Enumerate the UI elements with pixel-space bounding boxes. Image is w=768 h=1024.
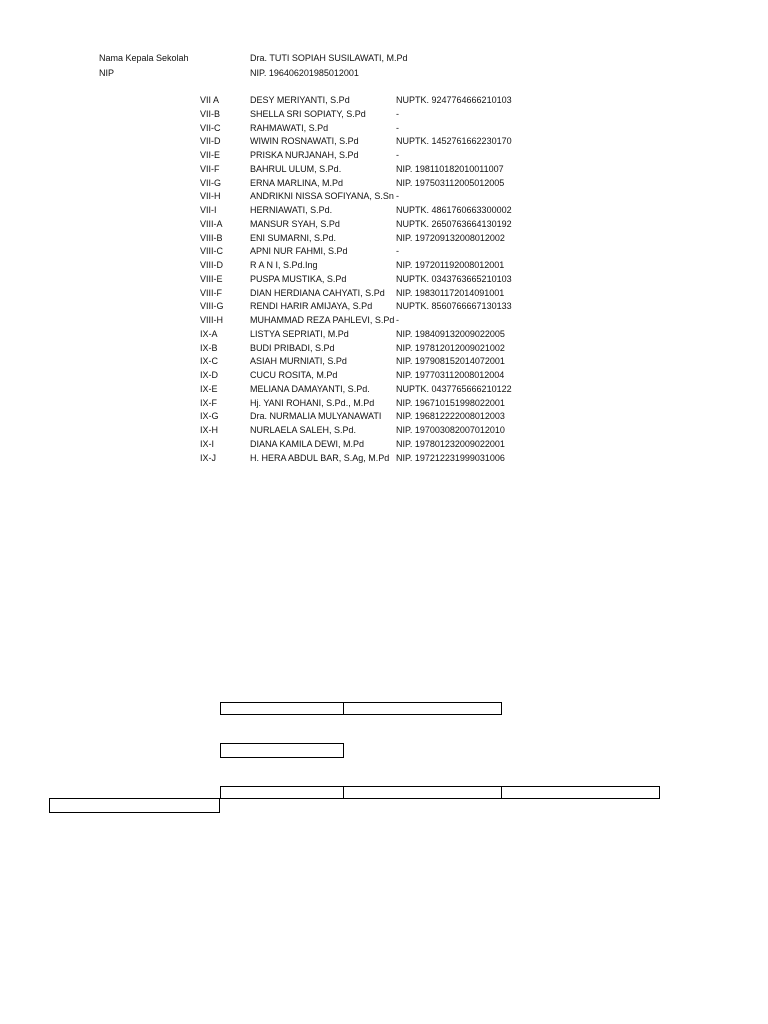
teacher-name-cell: ANDRIKNI NISSA SOFIYANA, S.Sn <box>250 191 394 202</box>
teacher-name-cell: H. HERA ABDUL BAR, S.Ag, M.Pd <box>250 452 390 463</box>
class-cell: IX-D <box>200 370 218 380</box>
class-cell: VIII-H <box>200 315 224 325</box>
class-cell: IX-B <box>200 342 218 353</box>
teacher-id-cell: NIP. 197908152014072001 <box>396 356 505 367</box>
class-cell: VII-E <box>200 150 221 160</box>
teacher-id-cell: NIP. 197209132008012002 <box>396 232 505 243</box>
table-row <box>0 232 768 246</box>
teacher-id-cell: NIP. 197801232009022001 <box>396 438 505 449</box>
teacher-name-cell: ERNA MARLINA, M.Pd <box>250 177 344 188</box>
class-cell: VII-B <box>200 108 221 119</box>
teacher-name-cell: APNI NUR FAHMI, S.Pd <box>250 246 348 257</box>
teacher-id-cell: NUPTK. 8560766667130133 <box>396 301 512 312</box>
table-row <box>0 273 768 287</box>
table-row <box>0 438 768 452</box>
teacher-id-cell: NIP. 198301172014091001 <box>396 287 505 298</box>
teacher-name-cell: R A N I, S.Pd.Ing <box>250 260 318 270</box>
teacher-id-cell: NIP. 196812222008012003 <box>396 411 505 422</box>
teacher-name-cell: DESY MERIYANTI, S.Pd <box>250 95 350 105</box>
table-row <box>0 163 768 177</box>
teacher-id-cell: NUPTK. 0437765666210122 <box>396 383 512 394</box>
teacher-name-cell: BAHRUL ULUM, S.Pd. <box>250 163 342 174</box>
teacher-name-cell: MUHAMMAD REZA PAHLEVI, S.Pd <box>250 315 395 325</box>
teacher-id-cell: NUPTK. 4861760663300002 <box>396 205 512 215</box>
teacher-id-cell: - <box>396 122 399 133</box>
class-cell: IX-I <box>200 438 215 449</box>
table-row <box>0 410 768 424</box>
table-row <box>0 369 768 383</box>
class-cell: IX-A <box>200 328 218 339</box>
class-cell: IX-C <box>200 356 218 367</box>
table-row <box>0 245 768 259</box>
class-cell: VIII-B <box>200 232 223 243</box>
teacher-id-cell: NIP. 197201192008012001 <box>396 260 505 270</box>
class-cell: IX-H <box>200 425 218 435</box>
table-row <box>0 108 768 122</box>
teacher-name-cell: CUCU ROSITA, M.Pd <box>250 370 338 380</box>
teacher-name-cell: HERNIAWATI, S.Pd. <box>250 205 333 215</box>
empty-cell[interactable] <box>343 702 502 715</box>
class-cell: VIII-F <box>200 287 222 298</box>
teacher-id-cell: NIP. 197812012009021002 <box>396 342 505 353</box>
principal-label: Nama Kepala Sekolah <box>99 53 189 63</box>
table-row <box>0 122 768 136</box>
teacher-name-cell: SHELLA SRI SOPIATY, S.Pd <box>250 108 366 119</box>
class-cell: IX-G <box>200 411 219 422</box>
teacher-id-cell: NIP. 198409132009022005 <box>396 328 505 339</box>
class-cell: VIII-A <box>200 218 223 229</box>
table-row <box>0 342 768 356</box>
teacher-id-cell: - <box>396 150 399 160</box>
class-cell: VIII-E <box>200 273 223 284</box>
nip-value: NIP. 196406201985012001 <box>250 68 359 78</box>
teacher-name-cell: Dra. NURMALIA MULYANAWATI <box>250 411 382 422</box>
class-cell: VII-I <box>200 205 217 215</box>
class-cell: IX-E <box>200 383 218 394</box>
teacher-name-cell: BUDI PRIBADI, S.Pd <box>250 342 335 353</box>
teacher-id-cell: NUPTK. 0343763665210103 <box>396 273 512 284</box>
teacher-name-cell: ENI SUMARNI, S.Pd. <box>250 232 337 243</box>
class-cell: IX-F <box>200 397 217 408</box>
teacher-name-cell: RAHMAWATI, S.Pd <box>250 122 329 133</box>
class-cell: VII-C <box>200 122 221 133</box>
teacher-name-cell: PRISKA NURJANAH, S.Pd <box>250 150 359 160</box>
teacher-id-cell: - <box>396 191 399 202</box>
teacher-name-cell: WIWIN ROSNAWATI, S.Pd <box>250 136 359 147</box>
table-row <box>0 397 768 411</box>
teacher-name-cell: LISTYA SEPRIATI, M.Pd <box>250 328 349 339</box>
table-row <box>0 424 768 438</box>
teacher-id-cell: NUPTK. 2650763664130192 <box>396 218 512 229</box>
class-cell: VII-G <box>200 177 222 188</box>
table-row <box>0 135 768 149</box>
teacher-id-cell: NIP. 197703112008012004 <box>396 370 505 380</box>
teacher-name-cell: DIANA KAMILA DEWI, M.Pd <box>250 438 365 449</box>
table-row <box>0 287 768 301</box>
class-cell: VII-H <box>200 191 221 202</box>
empty-cell[interactable] <box>220 786 344 799</box>
principal-name: Dra. TUTI SOPIAH SUSILAWATI, M.Pd <box>250 53 408 63</box>
table-row <box>0 94 768 108</box>
teacher-id-cell: NIP. 197003082007012010 <box>396 425 505 435</box>
empty-cell[interactable] <box>220 743 344 758</box>
teacher-name-cell: NURLAELA SALEH, S.Pd. <box>250 425 357 435</box>
empty-cell[interactable] <box>501 786 660 799</box>
class-cell: VIII-D <box>200 260 224 270</box>
class-cell: VII A <box>200 95 220 105</box>
empty-cell[interactable] <box>343 786 502 799</box>
teacher-name-cell: RENDI HARIR AMIJAYA, S.Pd <box>250 301 373 312</box>
teacher-list <box>0 94 768 465</box>
teacher-id-cell: NIP. 197503112005012005 <box>396 177 505 188</box>
teacher-name-cell: PUSPA MUSTIKA, S.Pd <box>250 273 347 284</box>
table-row <box>0 314 768 328</box>
teacher-name-cell: MELIANA DAMAYANTI, S.Pd. <box>250 383 370 394</box>
teacher-name-cell: ASIAH MURNIATI, S.Pd <box>250 356 347 367</box>
table-row <box>0 177 768 191</box>
class-cell: VIII-G <box>200 301 224 312</box>
teacher-id-cell: NUPTK. 9247764666210103 <box>396 95 512 105</box>
teacher-id-cell: - <box>396 246 399 257</box>
empty-cell[interactable] <box>49 798 220 813</box>
table-row <box>0 328 768 342</box>
table-row <box>0 149 768 163</box>
table-row <box>0 204 768 218</box>
teacher-id-cell: - <box>396 108 399 119</box>
teacher-name-cell: Hj. YANI ROHANI, S.Pd., M.Pd <box>250 397 375 408</box>
table-row <box>0 355 768 369</box>
table-row <box>0 452 768 466</box>
class-cell: VII-F <box>200 163 220 174</box>
table-row <box>0 383 768 397</box>
class-cell: VIII-C <box>200 246 224 257</box>
class-cell: VII-D <box>200 136 221 147</box>
table-row <box>0 218 768 232</box>
table-row <box>0 190 768 204</box>
teacher-id-cell: NIP. 196710151998022001 <box>396 397 505 408</box>
teacher-id-cell: NUPTK. 1452761662230170 <box>396 136 512 147</box>
teacher-id-cell: - <box>396 315 399 325</box>
table-row <box>0 300 768 314</box>
teacher-name-cell: MANSUR SYAH, S.Pd <box>250 218 340 229</box>
teacher-id-cell: NIP. 197212231999031006 <box>396 452 505 463</box>
teacher-name-cell: DIAN HERDIANA CAHYATI, S.Pd <box>250 287 385 298</box>
teacher-id-cell: NIP. 198110182010011007 <box>396 163 504 174</box>
class-cell: IX-J <box>200 452 217 463</box>
table-row <box>0 259 768 273</box>
nip-label: NIP <box>99 68 115 78</box>
empty-cell[interactable] <box>220 702 344 715</box>
